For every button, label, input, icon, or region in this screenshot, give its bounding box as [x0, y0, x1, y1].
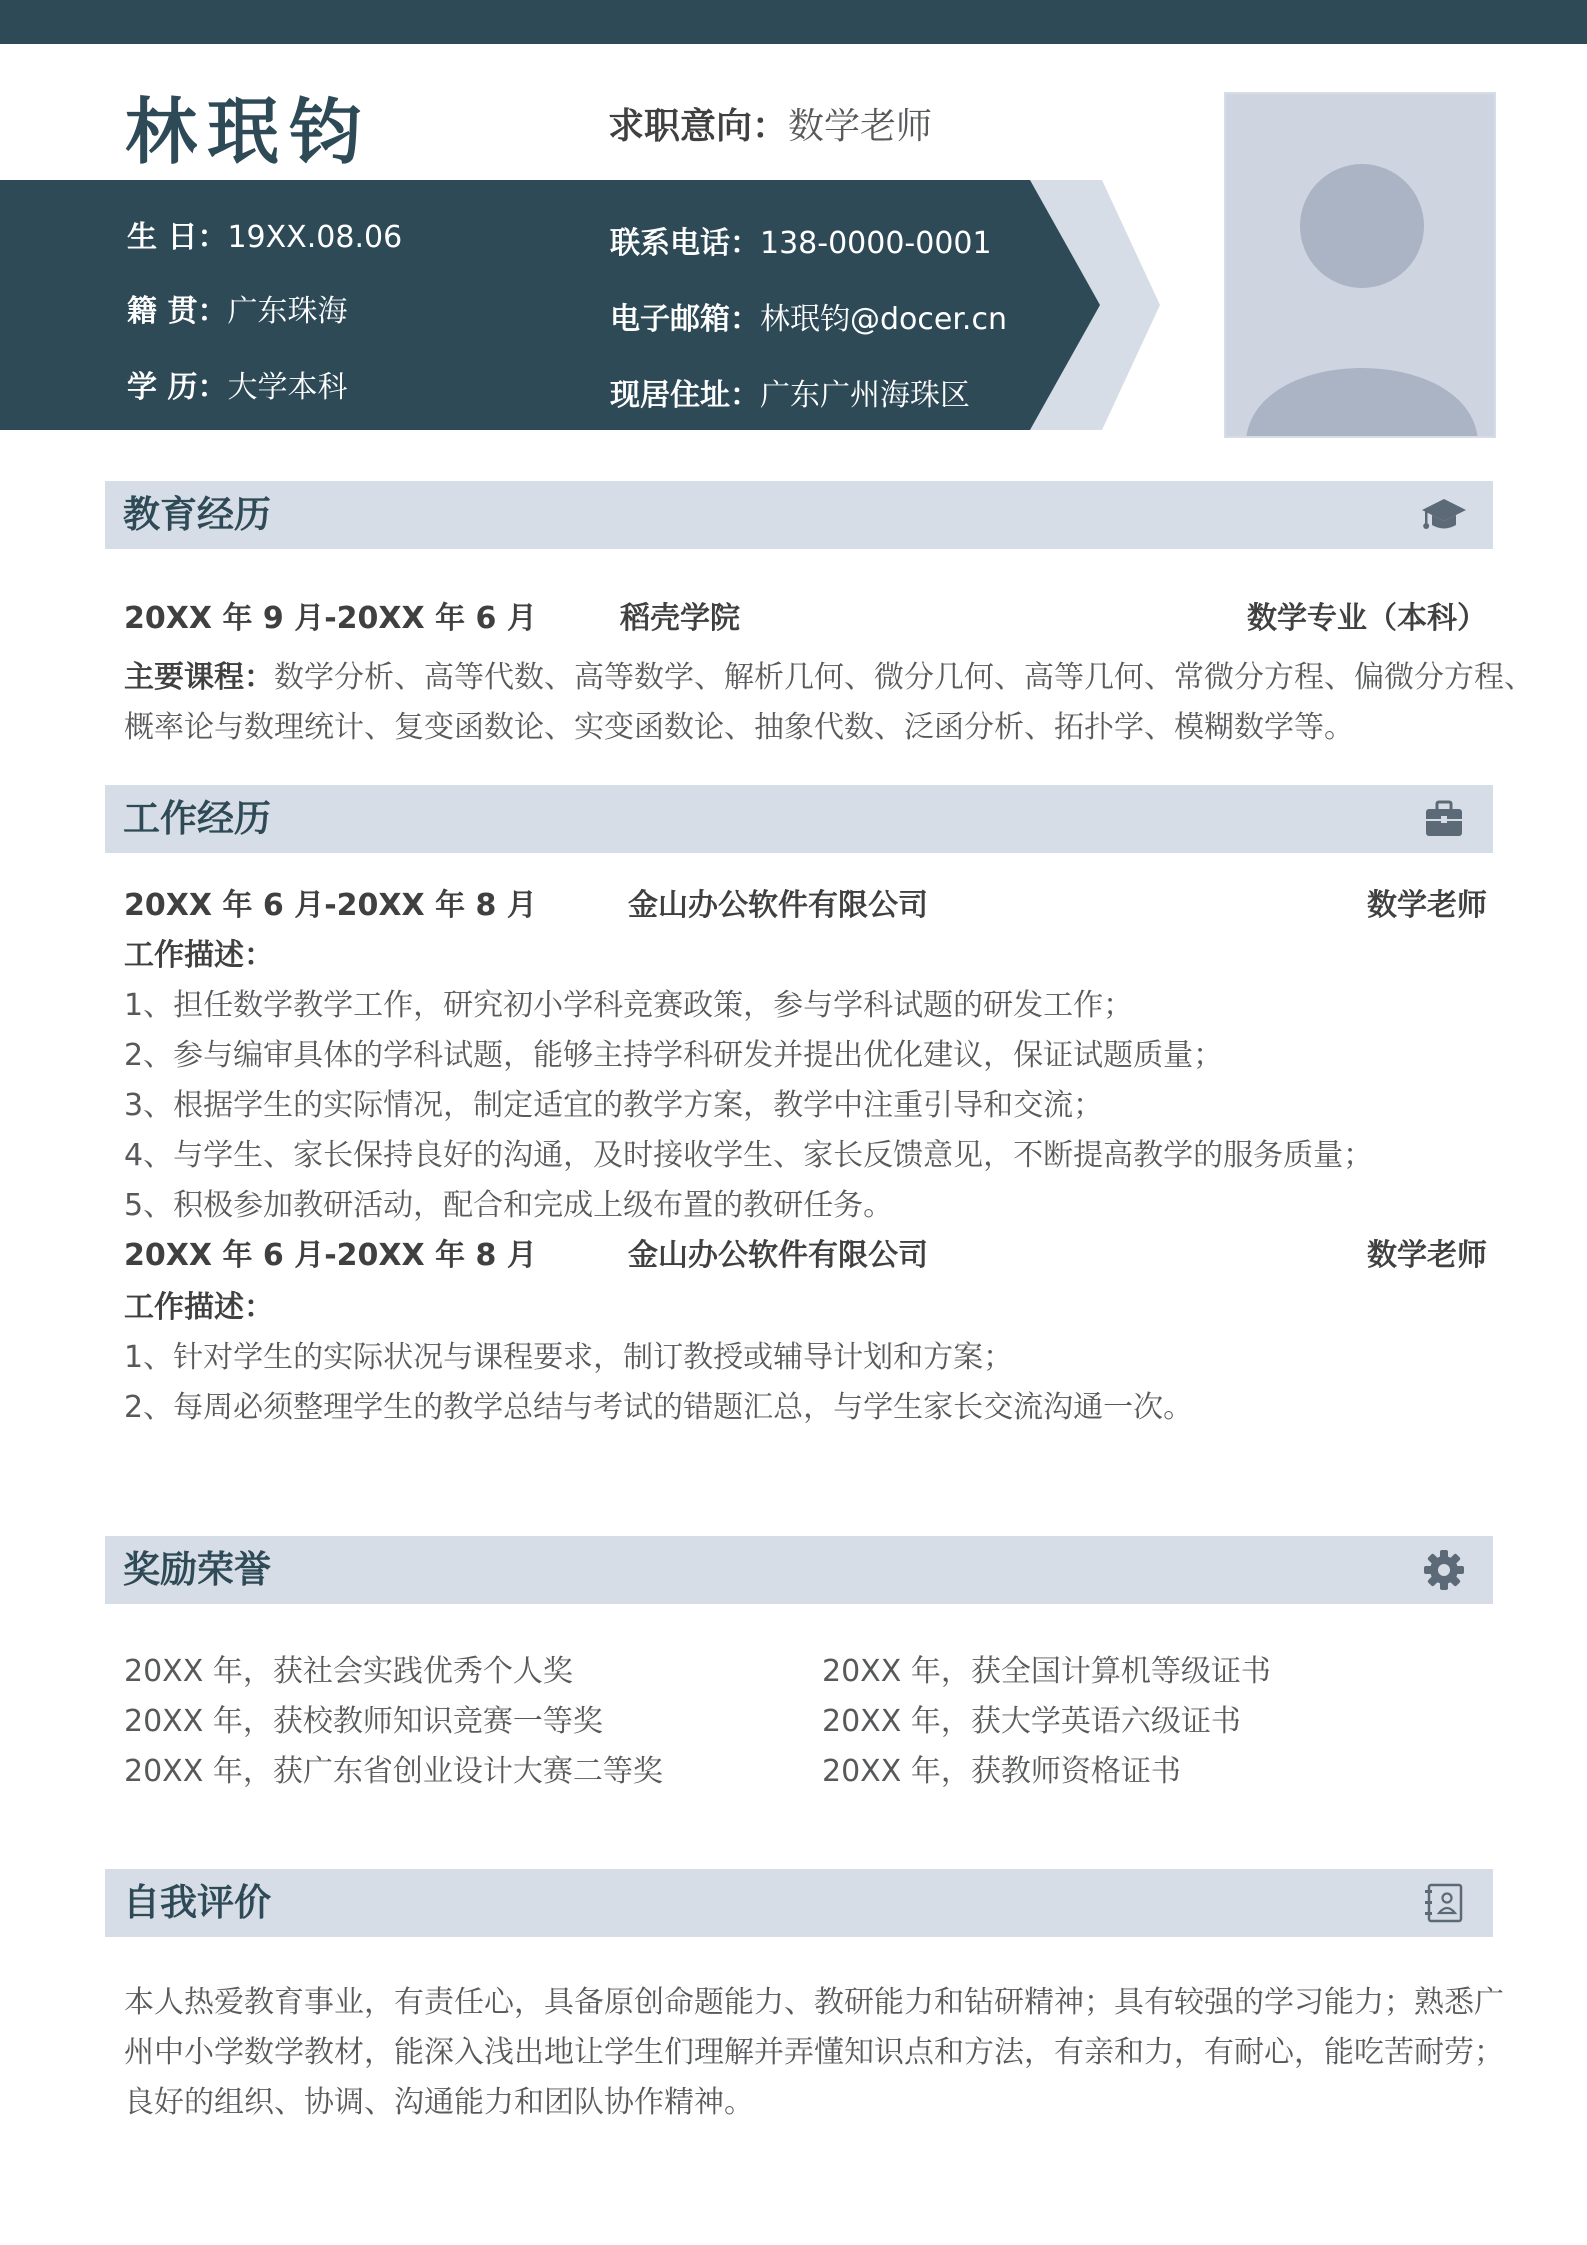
job-intent-label: 求职意向：	[608, 106, 789, 147]
candidate-name: 林珉钧	[125, 90, 372, 174]
birthday-info	[127, 216, 402, 260]
briefcase-icon	[1421, 797, 1467, 841]
job-1-company: 金山办公软件有限公司	[628, 888, 928, 923]
courses-line-1	[124, 656, 1534, 700]
job-2-company: 金山办公软件有限公司	[628, 1238, 928, 1273]
job-2-desc-label: 工作描述：	[124, 1290, 274, 1325]
award-right-1: 20XX 年，获全国计算机等级证书	[822, 1654, 1271, 1689]
job-2-period: 20XX 年 6 月-20XX 年 8 月	[124, 1238, 537, 1273]
origin-value: 广东珠海	[227, 294, 348, 329]
phone-value: 138-0000-0001	[760, 226, 992, 261]
job-intent	[608, 102, 932, 152]
job-intent-value: 数学老师	[788, 106, 933, 147]
phone-info	[610, 222, 992, 266]
phone-label: 联系电话：	[610, 226, 760, 261]
profile-photo	[1224, 92, 1496, 438]
job-1-item-2: 2、参与编审具体的学科试题，能够主持学科研发并提出优化建议，保证试题质量；	[124, 1038, 1224, 1073]
gear-icon	[1421, 1548, 1467, 1592]
awards-section-title: 奖励荣誉	[123, 1548, 271, 1591]
self-eval-section-title: 自我评价	[123, 1881, 271, 1924]
education-level-value: 大学本科	[227, 370, 348, 405]
job-1-position: 数学老师	[1367, 888, 1487, 923]
job-2-item-1: 1、针对学生的实际状况与课程要求，制订教授或辅导计划和方案；	[124, 1340, 1014, 1375]
self-eval-line-1: 本人热爱教育事业，有责任心，具备原创命题能力、教研能力和钻研精神；具有较强的学习能力；熟悉广	[124, 1985, 1504, 2020]
job-1-item-4: 4、与学生、家长保持良好的沟通，及时接收学生、家长反馈意见，不断提高教学的服务质量；	[124, 1138, 1374, 1173]
award-right-3: 20XX 年，获教师资格证书	[822, 1754, 1181, 1789]
education-period: 20XX 年 9 月-20XX 年 6 月	[124, 601, 537, 636]
birthday-value: 19XX.08.06	[227, 220, 403, 255]
address-info	[610, 374, 970, 418]
education-level-label: 学 历：	[127, 370, 228, 405]
award-left-2: 20XX 年，获校教师知识竞赛一等奖	[124, 1704, 603, 1739]
address-value: 广东广州海珠区	[760, 378, 970, 413]
personal-info-band	[0, 180, 1100, 430]
courses-text-1: 数学分析、高等代数、高等数学、解析几何、微分几何、高等几何、常微分方程、偏微分方程、	[274, 660, 1534, 695]
education-section-header	[105, 481, 1493, 549]
email-value: 林珉钧@docer.cn	[760, 302, 1007, 337]
education-major: 数学专业（本科）	[1247, 601, 1487, 636]
award-right-2: 20XX 年，获大学英语六级证书	[822, 1704, 1241, 1739]
graduation-cap-icon	[1421, 493, 1467, 537]
avatar-placeholder-icon	[1226, 94, 1496, 438]
contact-book-icon	[1421, 1881, 1467, 1925]
origin-info	[127, 290, 347, 334]
education-school: 稻壳学院	[620, 601, 740, 636]
email-label: 电子邮箱：	[610, 302, 760, 337]
award-left-3: 20XX 年，获广东省创业设计大赛二等奖	[124, 1754, 663, 1789]
birthday-label: 生 日：	[127, 220, 228, 255]
courses-line-2: 概率论与数理统计、复变函数论、实变函数论、抽象代数、泛函分析、拓扑学、模糊数学等。	[124, 710, 1354, 745]
job-2-position: 数学老师	[1367, 1238, 1487, 1273]
job-1-period: 20XX 年 6 月-20XX 年 8 月	[124, 888, 537, 923]
job-1-item-1: 1、担任数学教学工作，研究初小学科竞赛政策，参与学科试题的研发工作；	[124, 988, 1134, 1023]
self-eval-line-3: 良好的组织、协调、沟通能力和团队协作精神。	[124, 2085, 754, 2120]
education-level-info	[127, 366, 347, 410]
self-eval-line-2: 州中小学数学教材，能深入浅出地让学生们理解并弄懂知识点和方法，有亲和力，有耐心，能吃苦耐劳；	[124, 2035, 1504, 2070]
job-1-item-5: 5、积极参加教研活动，配合和完成上级布置的教研任务。	[124, 1188, 894, 1223]
address-label: 现居住址：	[610, 378, 760, 413]
email-info	[610, 298, 1007, 342]
award-left-1: 20XX 年，获社会实践优秀个人奖	[124, 1654, 573, 1689]
work-section-title: 工作经历	[123, 797, 271, 840]
top-bar	[0, 0, 1587, 44]
job-1-item-3: 3、根据学生的实际情况，制定适宜的教学方案，教学中注重引导和交流；	[124, 1088, 1104, 1123]
job-1-desc-label: 工作描述：	[124, 938, 274, 973]
awards-section-header	[105, 1536, 1493, 1604]
origin-label: 籍 贯：	[127, 294, 228, 329]
job-2-item-2: 2、每周必须整理学生的教学总结与考试的错题汇总，与学生家长交流沟通一次。	[124, 1390, 1194, 1425]
work-section-header	[105, 785, 1493, 853]
self-eval-section-header	[105, 1869, 1493, 1937]
courses-label: 主要课程：	[124, 660, 274, 695]
education-section-title: 教育经历	[123, 493, 271, 536]
